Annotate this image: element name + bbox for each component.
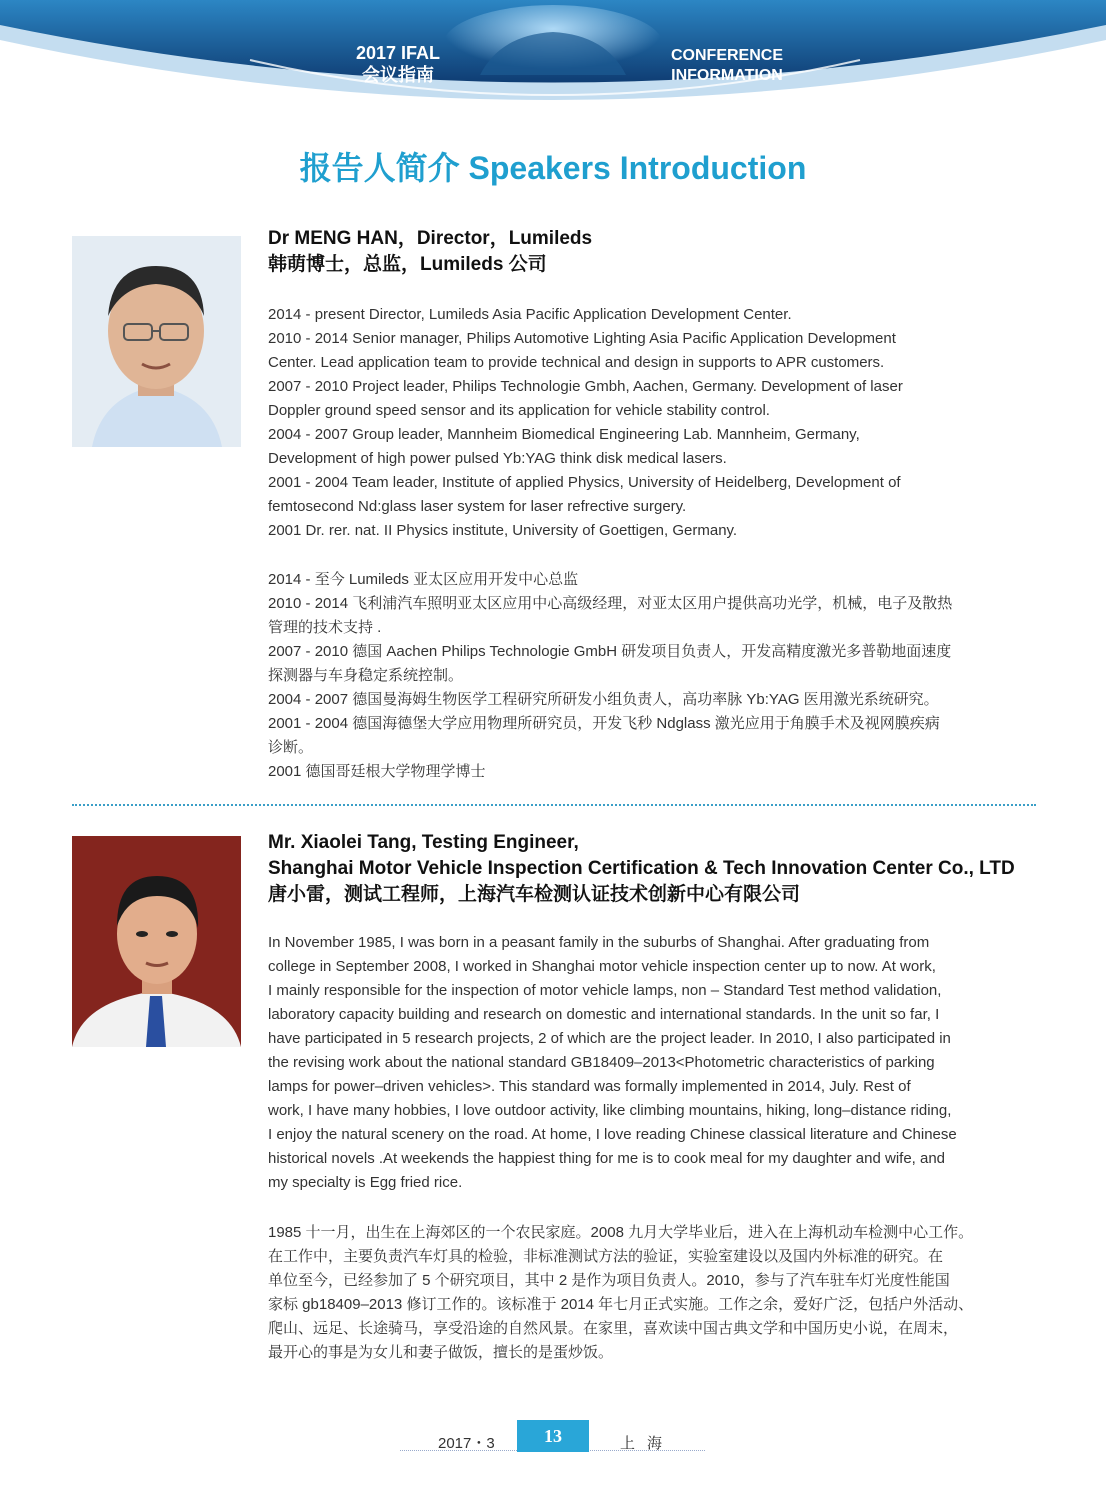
speaker2-bio-cn-line: 爬山、远足、长途骑马，享受沿途的自然风景。在家里，喜欢读中国古典文学和中国历史小说，在周末， <box>268 1320 959 1337</box>
speaker2-bio-en <box>268 931 1036 1195</box>
speaker2-photo <box>72 836 241 1047</box>
speaker2-name-en: Mr. Xiaolei Tang, Testing Engineer, <box>268 832 579 853</box>
header-event-subtitle: 会议指南 <box>362 65 434 85</box>
header-section-label <box>652 46 802 86</box>
speaker2-bio-en-line: In November 1985, I was born in a peasant family in the suburbs of Shanghai. After graduating from <box>268 934 930 951</box>
speaker1-bio-en <box>268 303 1036 543</box>
speaker1-bio-cn-line: 2001 - 2004 德国海德堡大学应用物理所研究员，开发飞秒 Ndglass 激光应用于角膜手术及视网膜疾病 <box>268 715 940 732</box>
speaker1-bio-en-line: 2010 - 2014 Senior manager, Philips Automotive Lighting Asia Pacific Application Development <box>268 330 896 347</box>
speaker2-name-cn: 唐小雷，测试工程师，上海汽车检测认证技术创新中心有限公司 <box>268 884 801 905</box>
speaker1-bio-cn-line: 2001 德国哥廷根大学物理学博士 <box>268 763 486 780</box>
speaker2-header <box>268 830 1036 908</box>
speaker1-bio-en-line: 2007 - 2010 Project leader, Philips Technologie Gmbh, Aachen, Germany. Development of laser <box>268 378 903 395</box>
speaker2-bio-cn-line: 最开心的事是为女儿和妻子做饭，擅长的是蛋炒饭。 <box>268 1344 614 1361</box>
speaker2-bio-en-line: the revising work about the national standard GB18409–2013<Photometric characteristics of parking <box>268 1054 935 1071</box>
speaker1-bio-cn-line: 管理的技术支持 . <box>268 619 382 636</box>
speaker2-bio-en-line: lamps for power–driven vehicles>. This standard was formally implemented in 2014, July. Rest of <box>268 1078 911 1095</box>
speaker1-bio-en-line: 2004 - 2007 Group leader, Mannheim Biomedical Engineering Lab. Mannheim, Germany, <box>268 426 860 443</box>
footer-date: 2017・3 <box>438 1435 495 1452</box>
speaker2-bio-en-line: I mainly responsible for the inspection of motor vehicle lamps, non – Standard Test method validation, <box>268 982 942 999</box>
speaker1-bio-cn-line: 探测器与车身稳定系统控制。 <box>268 667 464 684</box>
header-banner <box>0 0 1106 150</box>
section-divider <box>72 804 1036 806</box>
speaker1-bio-cn-line: 2010 - 2014 飞利浦汽车照明亚太区应用中心高级经理，对亚太区用户提供高功光学，机械，电子及散热 <box>268 595 953 612</box>
speaker2-bio-en-line: college in September 2008, I worked in Shanghai motor vehicle inspection center up to now. At work, <box>268 958 936 975</box>
speaker1-name-cn: 韩萌博士，总监，Lumileds 公司 <box>268 254 547 275</box>
header-section-line2: INFORMATION <box>671 67 783 84</box>
speaker2-bio-en-line: my specialty is Egg fried rice. <box>268 1174 463 1191</box>
speaker1-header <box>268 226 1036 278</box>
speaker1-photo <box>72 236 241 447</box>
speaker2-bio-en-line: historical novels .At weekends the happiest thing for me is to cook meal for my daughter and wife, and <box>268 1150 946 1167</box>
page-header <box>0 0 1106 150</box>
speaker2-bio-cn-line: 在工作中，主要负责汽车灯具的检验，非标准测试方法的验证，实验室建设以及国内外标准的研究。在 <box>268 1248 944 1265</box>
speaker2-bio-cn-line: 家标 gb18409–2013 修订工作的。该标准于 2014 年七月正式实施。工作之余，爱好广泛，包括户外活动、 <box>268 1296 974 1313</box>
speaker1-bio-en-line: 2014 - present Director, Lumileds Asia Pacific Application Development Center. <box>268 306 792 323</box>
speaker1-bio-cn-line: 2014 - 至今 Lumileds 亚太区应用开发中心总监 <box>268 571 579 588</box>
speaker1-name-en: Dr MENG HAN，Director，Lumileds <box>268 228 593 249</box>
speaker2-bio-en-line: laboratory capacity building and research on domestic and international standards. In the unit so far, I <box>268 1006 940 1023</box>
speaker1-bio-en-line: femtosecond Nd:glass laser system for laser refrective surgery. <box>268 498 687 515</box>
footer-city: 上海 <box>620 1435 675 1452</box>
speaker1-bio-en-line: Center. Lead application team to provide technical and design in supports to APR customers. <box>268 354 885 371</box>
page-footer <box>0 1418 1106 1458</box>
speaker1-bio-en-line: Doppler ground speed sensor and its application for vehicle stability control. <box>268 402 770 419</box>
speaker2-bio-cn <box>268 1221 1036 1365</box>
page-number: 13 <box>517 1420 589 1452</box>
speaker2-bio-cn-line: 1985 十一月，出生在上海郊区的一个农民家庭。2008 九月大学毕业后，进入在上海机动车检测中心工作。 <box>268 1224 974 1241</box>
speaker1-bio-en-line: 2001 - 2004 Team leader, Institute of applied Physics, University of Heidelberg, Development of <box>268 474 901 491</box>
header-event-label <box>333 42 463 86</box>
speaker2-bio-en-line: have participated in 5 research projects, 2 of which are the project leader. In 2010, I also participated in <box>268 1030 951 1047</box>
speaker1-bio-en-line: Development of high power pulsed Yb:YAG think disk medical lasers. <box>268 450 727 467</box>
speaker1-bio-cn-line: 2004 - 2007 德国曼海姆生物医学工程研究所研发小组负责人，高功率脉 Yb:YAG 医用激光系统研究。 <box>268 691 939 708</box>
speaker1-bio-en-line: 2001 Dr. rer. nat. II Physics institute, University of Goettigen, Germany. <box>268 522 738 539</box>
header-section-line1: CONFERENCE <box>670 47 783 64</box>
speaker1-bio-cn-line: 诊断。 <box>268 739 314 756</box>
speaker1-bio-cn-line: 2007 - 2010 德国 Aachen Philips Technologie GmbH 研发项目负责人，开发高精度激光多普勒地面速度 <box>268 643 952 660</box>
page-title: 报告人简介 Speakers Introduction <box>299 150 807 186</box>
speaker2-bio-cn-line: 单位至今，已经参加了 5 个研究项目，其中 2 是作为项目负责人。2010，参与了汽车驻车灯光度性能国 <box>268 1272 950 1289</box>
header-event-year: 2017 IFAL <box>355 43 441 63</box>
speaker2-bio-en-line: work, I have many hobbies, I love outdoor activity, like climbing mountains, hiking, long–distance riding, <box>268 1102 952 1119</box>
speaker1-bio-cn <box>268 568 1036 784</box>
speaker2-bio-en-line: I enjoy the natural scenery on the road. At home, I love reading Chinese classical literature and Chinese <box>268 1126 957 1143</box>
speaker2-organization: Shanghai Motor Vehicle Inspection Certification & Tech Innovation Center Co., LTD <box>268 858 1015 879</box>
